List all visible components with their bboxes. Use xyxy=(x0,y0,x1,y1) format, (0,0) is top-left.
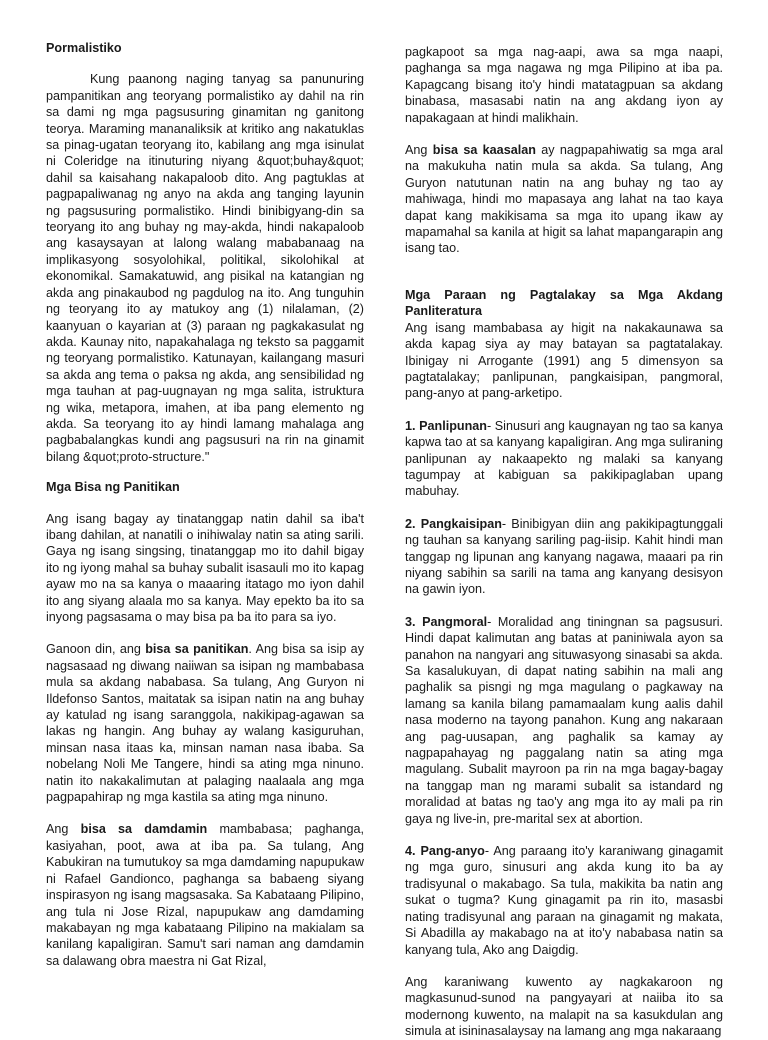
text-span: . Ang bisa sa isip ay nagsasaad ng diwang naiiwan sa isipan ng mambabasa mula sa akdang nababasa. Sa tulang, Ang Guryon ni Ildefonso Santos, maitatak sa isipan natin na ang buhay ay katulad ng isang saranggola, nakikipag-agawan sa lakas ng hangin. Ang buhay ay walang kasiguruhan, minsan nasa itaas ka, minsan naman nasa ibaba. Sa nobelang Noli Me Tangere, hindi sa ating mga ninuno. natin ito nakakalimutan at palaging naalaala ang mga pagpapahirap ng mga kastila sa ating mga ninuno. xyxy=(46,642,364,805)
item-label: 4. Pang-anyo xyxy=(405,844,485,859)
bold-term: bisa sa panitikan xyxy=(145,642,249,657)
bold-term: bisa sa damdamin xyxy=(80,822,208,837)
item-pangmoral xyxy=(405,614,723,827)
item-pangkaisipan xyxy=(405,516,723,598)
text-span: Ganoon din, ang xyxy=(46,642,146,657)
heading-mga-paraan: Mga Paraan ng Pagtalakay sa Mga Akdang Panliteratura xyxy=(405,287,723,319)
item-pang-anyo xyxy=(405,843,723,958)
paragraph-dimensyon: Ang isang mambabasa ay higit na nakakaunawa sa akda kapag siya ay may batayan sa pagtatalakay. Ibinigay ni Arrogante (1991) ang 5 dimensyon sa pagtatalakay; panlipunan, pangkaisipan, pangmoral, pang-anyo at pang-arketipo. xyxy=(405,320,723,401)
paragraph-pormalistiko: Kung paanong naging tanyag sa panunuring pampanitikan ang teoryang pormalistiko ay dahil na rin sa dami ng mga pagsusuring ginamitan ng ganitong teorya. Maraming mananaliksik at kritiko ang nakatuklas sa pinag-ugatan teoryang ito, kabilang ang mga isinulat ni Coleridge na itinuturing niyang &quot;buhay&quot; dahil sa kaisahang nakapaloob dito. Ang pagtuklas at pagpapaliwanag ng anyo na akda ang tanging layunin ng pagsusuring pormalistiko. Hindi binibigyang-din sa teoryang ito ang buhay ng may-akda, hindi nakapaloob ang kasaysayan at lalong walang mababanaag na implikasyong sosyolohikal, politikal, sikolohikal at ekonomikal. Samakatuwid, ang pisikal na katangian ng akda ang pinakaubod ng pagdulog na ito. Ang tunguhin ng teoryang ito ay matukoy ang (1) nilalaman, (2) kaanyuan o kayarian at (3) paraan ng pagkakasulat ng akda. Kaunay nito, napakahalaga ng teksto sa paggamit ng teoryang pormalistiko. Katunayan, kailangang masuri sa akda ang tema o paksa ng akda, ang sensibilidad ng mga tauhan at pag-uugnayan ng mga salita, istruktura ng wika, metapora, imahen, at iba pang elemento ng akda. Sa teoryang ito ay hindi lamang mahalaga ang pagbabalangkas kundi ang pagsusuri na rin na ginamit bilang &quot;proto-structure." xyxy=(46,72,364,464)
item-label: 1. Panlipunan xyxy=(405,418,487,433)
bold-term: bisa sa kaasalan xyxy=(432,143,536,158)
item-text: - Sinusuri ang kaugnayan ng tao sa kanya kapwa tao at sa kanyang kapaligiran. Ang mga suliraning panlipunan ay nakaapekto ng malaki sa kanyang tagumpay at kabiguan sa pakikipaglaban upang mabuhay. xyxy=(405,418,723,499)
text-span: Ang xyxy=(405,143,433,158)
paragraph-continued: pagkapoot sa mga nag-aapi, awa sa mga naapi, paghanga sa mga nagawa ng mga Pilipino at iba pa. Kapagcang bisang ito'y hindi matatagpuan sa akdang binabasa, masasabi natin na ang akdang iyon ay napakagaan at hindi malikhain. xyxy=(405,45,723,125)
text-span: Ang xyxy=(46,822,81,837)
item-label: 3. Pangmoral xyxy=(405,614,488,629)
paragraph-kuwento: Ang karaniwang kuwento ay nagkakaroon ng magkasunud-sunod na pangyayari at naiiba ito sa modernong kuwento, na malapit na sa kasukdulan ang simula at isininasalaysay na lamang ang mga nakaraang xyxy=(405,974,723,1039)
text-span: ay nagpapahiwatig sa mga aral na makukuha natin mula sa akda. Sa tulang, Ang Guryon natutunan natin na ang buhay ng tao ay mahiwaga, hindi mo mapasaya ang lahat na tao kaya dapat kang makikisama sa mga ito upang ikaw ay mapamahal sa kanila at higit sa lahat mapangarapin ang isang tao. xyxy=(405,143,723,256)
text-span: mambabasa; paghanga, kasiyahan, poot, awa at iba pa. Sa tulang, Ang Kabukiran na tumutukoy sa mga damdaming napupukaw ni Rafael Gandionco, paghanga sa babaeng siyang inspirasyon ng isang magsasaka. Sa Kabataang Pilipino, ang tula ni Jose Rizal, napupukaw ang damdaming makabayan ng mga kabataang Pilipino na makialam sa kanilang kapaligiran. Samu't sari naman ang damdamin sa dalawang obra maestra ni Gat Rizal, xyxy=(46,822,364,968)
heading-mga-bisa: Mga Bisa ng Panitikan xyxy=(46,480,180,495)
heading-pormalistiko: Pormalistiko xyxy=(46,41,122,55)
item-label: 2. Pangkaisipan xyxy=(405,516,502,531)
paragraph-singsing: Ang isang bagay ay tinatanggap natin dahil sa iba't ibang dahilan, at nanatili o inihiwalay natin sa ating sarili. Gaya ng isang singsing, tinatanggap mo ito dahil bigay ito ng iyong mahal sa buhay subalit isasauli mo ito kapag ayaw mo na sa kanya o maaaring itatago mo iyon dahil ito ang siyang alaala mo sa kanya. May epekto ba ito sa inyong pagsasama o may bisa pa ba ito para sa iyo. xyxy=(46,511,364,624)
paragraph-bisa-sa-kaasalan xyxy=(405,142,723,257)
paragraph-bisa-sa-damdamin xyxy=(46,821,364,969)
left-column xyxy=(46,40,364,969)
item-text: - Ang paraang ito'y karaniwang ginagamit ng mga guro, sinusuri ang akda kung ito ba ay tradisyunal o makabago. Sa tula, makikita ba natin ang sukat o tugma? Kung ginagamit pa rin ito, masasbi nating tradisyunal ang paraan na ginagamit ng makata, Si Abadilla ay makabago na at ito'y nababasa natin sa kanyang tula, Ako ang Daigdig. xyxy=(405,844,723,957)
item-text: - Moralidad ang tiningnan sa pagsusuri. Hindi dapat kalimutan ang batas at paniniwala ayon sa panahon na nangyari ang situwasyong sinasabi sa akda. Sa kasalukuyan, di dapat nating sabihin na mali ang paghalik sa pisngi ng mga magulang o pagkaway na lamang sa kanila bilang pamamaalam kung aalis dahil nasa moderno na tayong panahon. Kung ang nakaraan ang pag-uusapan, ang paghalik sa kamay ay nagpapahayag ng paggalang natin sa ating mga magulang. Subalit mayroon pa rin na mga bagay-bagay na tanggap man ng marami subalit sa istandard ng moralidad at batas ng tao'y ang mga ito ay mali pa rin gaya ng live-in, pre-marital sex at abortion. xyxy=(405,614,723,826)
paragraph-bisa-sa-panitikan xyxy=(46,641,364,805)
item-panlipunan xyxy=(405,418,723,500)
item-text: - Binibigyan diin ang pakikipagtunggali ng tauhan sa kanyang sariling pag-iisip. Kahit hindi man tanggap ng lipunan ang kanyang nagawa, maaari pa rin niyang sabihin sa sarili na tama ang kanyang desisyon na gawin iyon. xyxy=(405,516,723,597)
right-column xyxy=(405,44,723,1040)
